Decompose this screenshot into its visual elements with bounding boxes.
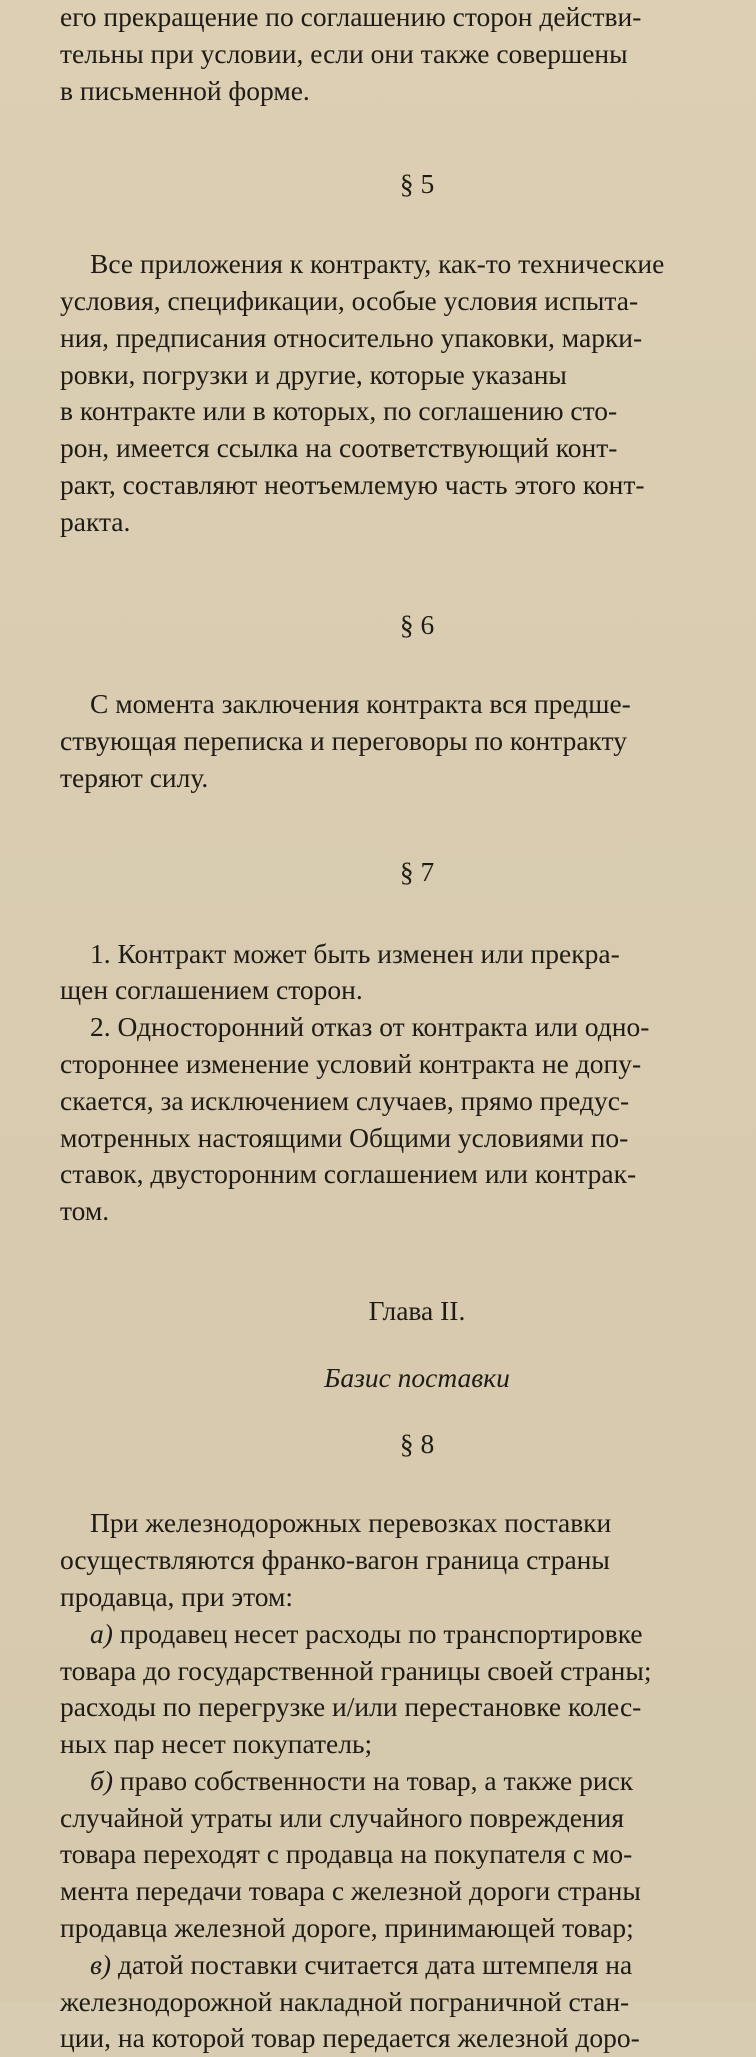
- item-v-text: датой поставки считается дата штемпеля на железнодорожной накладной пограничной стан- ции, на которой товар передается железной доро-: [60, 1948, 640, 2054]
- section-8-paragraph: При железнодорожных перевозках поставки осуществляются франко-вагон граница страны продавца, при этом:: [60, 1507, 612, 1612]
- item-a-text: продавец несет расходы по транспортировке товара до государственной границы своей страны; расходы по перегрузке и/или перестановке колес- ных пар несет покупатель;: [60, 1617, 652, 1760]
- section-5-paragraph: Все приложения к контракту, как-то технические условия, спецификации, особые условия испыта- ния, предписания относительно упаковки, марки- ровки, погрузки и другие, которые указаны в контракте или в которых, по соглашению сто- рон, имеется ссылка на соответствующий конт- ракт, составляют неотъемлемую часть этого конт- ракта.: [60, 248, 665, 537]
- section-6-paragraph: С момента заключения контракта вся предше- ствующая переписка и переговоры по контракту теряют силу.: [60, 688, 631, 793]
- section-7-item-1: 1. Контракт может быть изменен или прекра- щен соглашением сторон.: [60, 937, 620, 1006]
- item-v-label: в): [90, 1948, 112, 1980]
- section-7-heading: § 7: [399, 855, 435, 887]
- section-5-heading: § 5: [399, 168, 435, 200]
- section-8-heading: § 8: [399, 1427, 435, 1459]
- section-6-heading: § 6: [399, 608, 435, 640]
- section-7-item-2: 2. Односторонний отказ от контракта или одно- стороннее изменение условий контракта не допу- скается, за исключением случаев, прямо предус- мотренных настоящими Общими условиями по- ставок, двусторонним соглашением или контрак- том.: [60, 1011, 650, 1227]
- chapter-2-heading: Глава II.: [368, 1294, 466, 1326]
- section-8-item-b: [60, 1763, 748, 1947]
- section-8-item-a: [60, 1616, 748, 1763]
- item-b-text: право собственности на товар, а также риск случайной утраты или случайного повреждения товара переходят с продавца на покупателя с мо- мента передачи товара с железной дороги страны продавца железной дороге, принимающей товар;: [60, 1764, 641, 1944]
- intro-paragraph: его прекращение по соглашению сторон действи- тельны при условии, если они также совершены в письменной форме.: [60, 1, 642, 106]
- chapter-2-subtitle: Базис поставки: [324, 1361, 510, 1393]
- section-8-item-v: [60, 1947, 748, 2057]
- item-b-label: б): [90, 1764, 113, 1796]
- item-a-label: а): [90, 1617, 113, 1649]
